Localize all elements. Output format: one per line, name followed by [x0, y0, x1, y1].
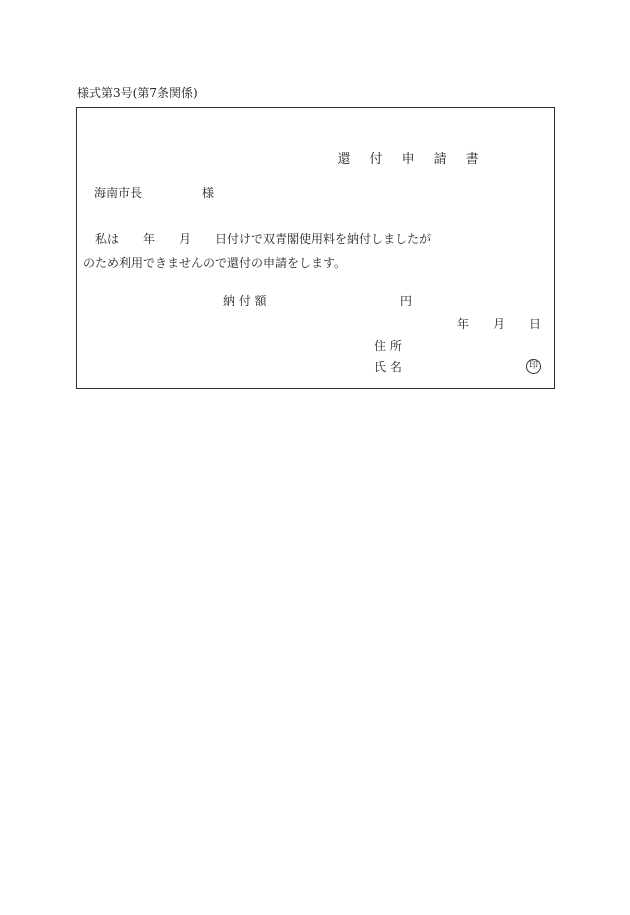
date-fields: 年 月 日 [457, 317, 542, 331]
application-form-box [76, 107, 555, 389]
form-title: 還 付 申 請 書 [337, 152, 480, 167]
addressee-line: 海南市長 様 [94, 186, 215, 200]
form-number-label: 様式第3号(第7条関係) [77, 86, 198, 100]
amount-label: 納 付 額 [223, 294, 267, 308]
yen-unit: 円 [400, 294, 413, 308]
body-line-2: のため利用できませんので還付の申請をします。 [83, 256, 347, 270]
seal-mark-icon: 印 [526, 359, 541, 374]
body-line-1: 私は 年 月 日付けで双青閣使用料を納付しましたが [83, 232, 432, 246]
name-label: 氏 名 [374, 360, 402, 374]
address-label: 住 所 [374, 339, 402, 353]
